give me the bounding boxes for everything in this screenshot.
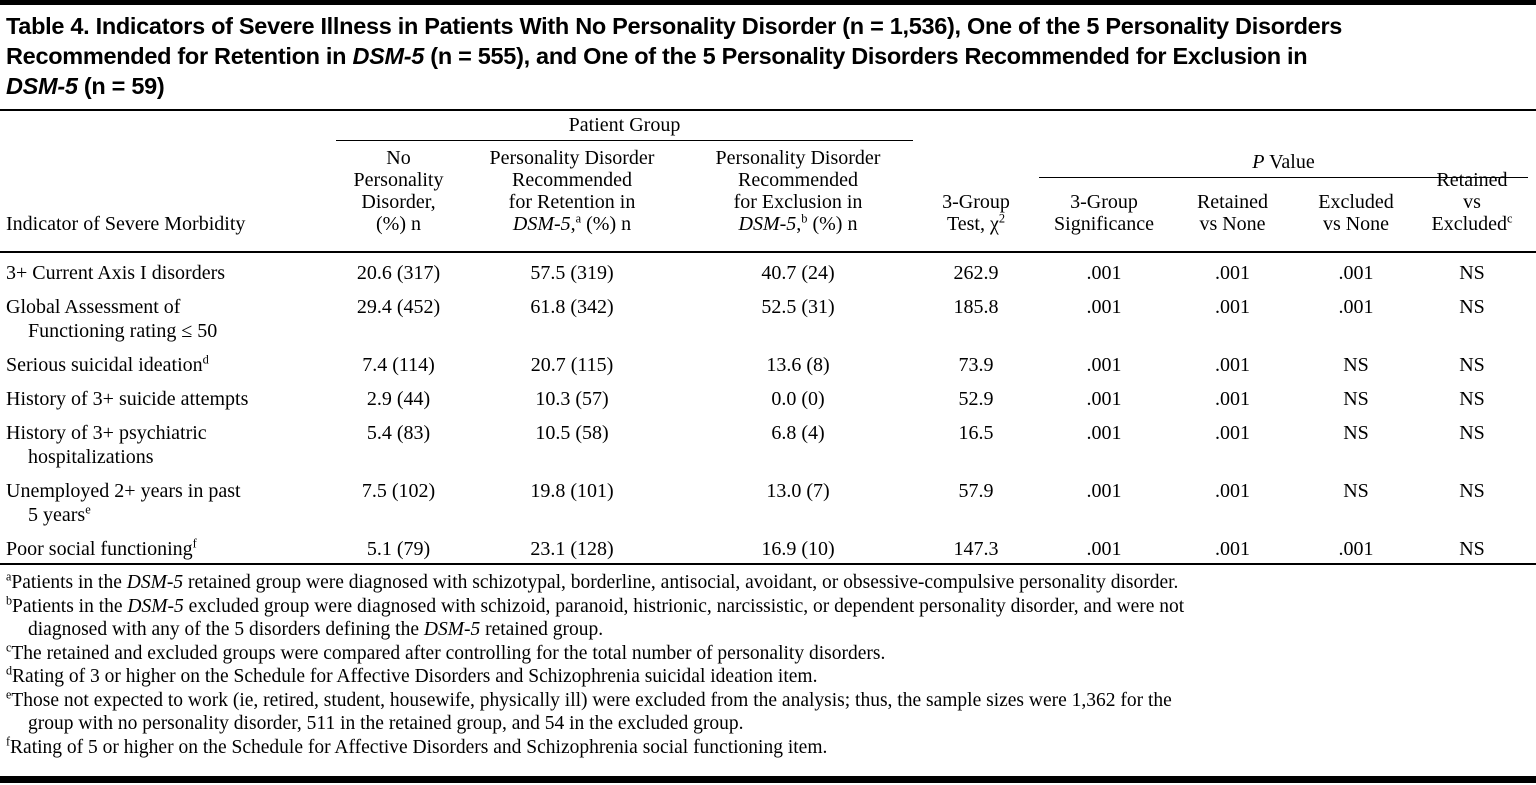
- row-value: .001: [1086, 354, 1122, 376]
- table-header: [6, 111, 1528, 251]
- row-value: 13.0 (7): [766, 480, 830, 502]
- table-row: [6, 295, 1528, 343]
- col-header-3group-test-chi2: 3-Group Test, $\chi^2$: [942, 191, 1010, 235]
- top-rule: [0, 0, 1536, 5]
- footnote-marker-f: f: [6, 734, 11, 748]
- row-value: 52.9: [958, 388, 994, 410]
- row-value: 2.9 (44): [366, 388, 431, 410]
- col-header-excluded-vs-none: Excluded vs None: [1318, 191, 1394, 235]
- footnote-line: [6, 571, 1528, 595]
- dsm5-italic: DSM-5: [127, 595, 184, 617]
- footnote-marker-c: c: [1507, 211, 1513, 226]
- footnote-marker-d: d: [202, 352, 209, 367]
- footnote-text: excluded group were diagnosed with schizoid, paranoid, histrionic, narcissistic, or dependent personality disorder, and were not: [183, 595, 1185, 617]
- row-value: 0.0 (0): [771, 388, 825, 410]
- row-indicator: [6, 261, 336, 285]
- row-value: 16.5: [958, 422, 994, 444]
- footnote-text: Those not expected to work (ie, retired, student, housewife, physically ill) were excluded from the analysis; thus, the sample sizes were 1,362 for the: [11, 689, 1172, 711]
- p-value-label-p: P: [1252, 151, 1265, 173]
- footnote-line: [6, 642, 1528, 666]
- row-value: 13.6 (8): [766, 354, 830, 376]
- row-value: .001: [1215, 388, 1250, 410]
- title-text: (n = 59): [77, 73, 165, 99]
- footnote-line: [6, 595, 1528, 619]
- footnote-marker-f: f: [192, 536, 197, 551]
- row-value: .001: [1215, 354, 1250, 376]
- col-header-retained-vs-none: Retained vs None: [1196, 191, 1269, 235]
- chi-squared-exponent: 2: [998, 211, 1006, 226]
- row-value: 20.6 (317): [356, 262, 441, 284]
- row-value: 7.5 (102): [361, 480, 436, 502]
- footnote-f: [6, 736, 1528, 760]
- title-dsm5: DSM-5: [352, 43, 425, 69]
- row-value: NS: [1459, 354, 1485, 376]
- footnote-line: [6, 712, 1528, 736]
- row-value: NS: [1459, 480, 1485, 502]
- table-title-line2: [6, 41, 1528, 71]
- col-header-pd-retained: Personality Disorder Recommended for Retention in DSM-5,$^a$ (%) n: [489, 147, 655, 235]
- footnote-text: retained group.: [480, 619, 604, 640]
- dsm5-italic: DSM-5: [512, 213, 571, 235]
- row-value: 40.7 (24): [761, 262, 835, 284]
- indicator-line: History of 3+ suicide attempts: [6, 388, 249, 410]
- row-value: 262.9: [953, 262, 999, 284]
- patient-group-label: Patient Group: [568, 114, 681, 136]
- row-value: 10.3 (57): [535, 388, 609, 410]
- title-text: Table 4. Indicators of Severe Illness in Patients With No Personality Disorder (n = 1,536), One of the 5 Personality Disorders: [6, 13, 1343, 39]
- table-row: [6, 261, 1528, 285]
- row-value: .001: [1215, 262, 1250, 284]
- indicator-line: hospitalizations: [28, 446, 154, 468]
- indicator-line: Functioning rating ≤ 50: [28, 320, 218, 342]
- col-header-indicator-label: Indicator of Severe Morbidity: [6, 213, 246, 235]
- row-value: 57.5 (319): [530, 262, 614, 284]
- row-value: .001: [1338, 538, 1374, 560]
- row-value: NS: [1343, 354, 1369, 376]
- row-indicator: [6, 421, 336, 469]
- indicator-line: Global Assessment of: [6, 296, 181, 318]
- footnote-marker-e: e: [6, 687, 12, 701]
- row-indicator: [6, 537, 336, 561]
- p-value-label-rest: Value: [1264, 151, 1315, 173]
- title-text: (n = 555), and One of the 5 Personality Disorders Recommended for Exclusion in: [424, 43, 1308, 69]
- row-value: 29.4 (452): [356, 296, 441, 318]
- table-body: [6, 253, 1528, 563]
- row-value: 61.8 (342): [530, 296, 614, 318]
- table-row: [6, 421, 1528, 469]
- col-header-indicator: [6, 213, 336, 235]
- footnotes: [6, 565, 1528, 759]
- footnote-marker-a: a: [6, 569, 12, 584]
- footnote-text: retained group were diagnosed with schizotypal, borderline, antisocial, avoidant, or obsessive-compulsive personality disorder.: [183, 572, 1179, 593]
- col-header-pd-excluded: Personality Disorder Recommended for Exclusion in DSM-5,$^b$ (%) n: [715, 147, 881, 235]
- row-value: 6.8 (4): [771, 422, 825, 444]
- indicator-line: 3+ Current Axis I disorders: [6, 262, 226, 284]
- footnote-marker-d: d: [6, 663, 13, 678]
- row-value: .001: [1215, 296, 1250, 318]
- table-title-line3: [6, 71, 1528, 101]
- table-row: [6, 387, 1528, 411]
- footnote-text: Rating of 5 or higher on the Schedule for Affective Disorders and Schizophrenia social functioning item.: [10, 736, 828, 758]
- footnote-b: [6, 595, 1528, 642]
- footnote-marker-b: b: [801, 211, 808, 226]
- row-value: .001: [1086, 480, 1122, 502]
- row-value: NS: [1459, 262, 1485, 284]
- footnote-marker-b: b: [6, 593, 13, 607]
- row-value: 185.8: [953, 296, 999, 318]
- row-value: .001: [1086, 296, 1122, 318]
- footnote-text: The retained and excluded groups were compared after controlling for the total number of personality disorders.: [11, 642, 886, 664]
- indicator-line: History of 3+ psychiatric: [6, 422, 207, 444]
- row-value: NS: [1459, 296, 1485, 318]
- row-value: NS: [1343, 422, 1369, 444]
- row-value: .001: [1215, 422, 1250, 444]
- dsm5-italic: DSM-5: [126, 572, 184, 593]
- row-value: 52.5 (31): [761, 296, 835, 318]
- indicator-line: Poor social functioning$^f$: [6, 536, 197, 560]
- footnote-text: diagnosed with any of the 5 disorders defining the: [28, 619, 424, 640]
- row-indicator: [6, 387, 336, 411]
- table-title-line1: [6, 11, 1528, 41]
- table-row: [6, 353, 1528, 377]
- row-indicator: [6, 295, 336, 343]
- title-dsm5: DSM-5: [6, 73, 78, 99]
- row-value: 19.8 (101): [530, 480, 614, 502]
- row-value: 73.9: [958, 354, 994, 376]
- table-row: [6, 479, 1528, 527]
- row-value: NS: [1459, 388, 1485, 410]
- col-header-retained-vs-excluded: Retained vs Excluded$^c$: [1431, 169, 1513, 235]
- footnote-text: Patients in the: [12, 595, 128, 617]
- row-value: 57.9: [958, 480, 994, 502]
- footnote-text: Rating of 3 or higher on the Schedule for Affective Disorders and Schizophrenia suicidal ideation item.: [12, 666, 818, 687]
- col-header-no-personality-disorder: No Personality Disorder, (%) n: [353, 147, 444, 235]
- indicator-line: 5 years$^e$: [28, 502, 91, 526]
- row-value: NS: [1343, 388, 1369, 410]
- table-title: [6, 0, 1528, 101]
- row-value: NS: [1459, 422, 1485, 444]
- footnote-a: [6, 571, 1528, 595]
- row-value: 147.3: [953, 538, 999, 560]
- footnote-marker-a: a: [575, 211, 582, 226]
- patient-group-header: [336, 114, 913, 141]
- table-row: [6, 537, 1528, 561]
- row-value: .001: [1215, 538, 1250, 560]
- title-text: Recommended for Retention in: [6, 43, 353, 69]
- footnote-marker-c: c: [6, 640, 12, 654]
- row-value: NS: [1459, 538, 1485, 560]
- row-value: .001: [1086, 388, 1122, 410]
- bottom-rule: [0, 776, 1536, 783]
- row-value: .001: [1086, 422, 1122, 444]
- row-value: .001: [1086, 538, 1122, 560]
- row-value: .001: [1338, 262, 1374, 284]
- col-header-3group-significance: 3-Group Significance: [1054, 191, 1154, 235]
- row-value: 16.9 (10): [761, 538, 835, 560]
- dsm5-italic: DSM-5: [738, 213, 797, 235]
- row-indicator: [6, 353, 336, 377]
- footnote-line: [6, 736, 1528, 760]
- row-value: 23.1 (128): [530, 538, 614, 560]
- footnote-line: [6, 618, 1528, 642]
- row-value: NS: [1343, 480, 1369, 502]
- footnote-line: [6, 665, 1528, 689]
- dsm5-italic: DSM-5: [423, 619, 481, 640]
- row-value: 5.4 (83): [366, 422, 431, 444]
- footnote-line: [6, 689, 1528, 713]
- row-value: 20.7 (115): [530, 354, 614, 376]
- p-value-group-header: [1039, 151, 1528, 178]
- footnote-d: [6, 665, 1528, 689]
- row-value: .001: [1338, 296, 1374, 318]
- row-value: .001: [1086, 262, 1122, 284]
- row-value: 5.1 (79): [366, 538, 431, 560]
- indicator-line: Unemployed 2+ years in past: [6, 480, 241, 502]
- indicator-line: Serious suicidal ideation$^d$: [6, 352, 209, 376]
- row-value: .001: [1215, 480, 1250, 502]
- footnote-e: [6, 689, 1528, 736]
- row-indicator: [6, 479, 336, 527]
- footnote-c: [6, 642, 1528, 666]
- footnote-text: group with no personality disorder, 511 in the retained group, and 54 in the excluded group.: [28, 713, 744, 734]
- footnote-marker-e: e: [85, 502, 91, 517]
- row-value: 10.5 (58): [535, 422, 609, 444]
- footnote-text: Patients in the: [11, 572, 127, 593]
- row-value: 7.4 (114): [362, 354, 435, 376]
